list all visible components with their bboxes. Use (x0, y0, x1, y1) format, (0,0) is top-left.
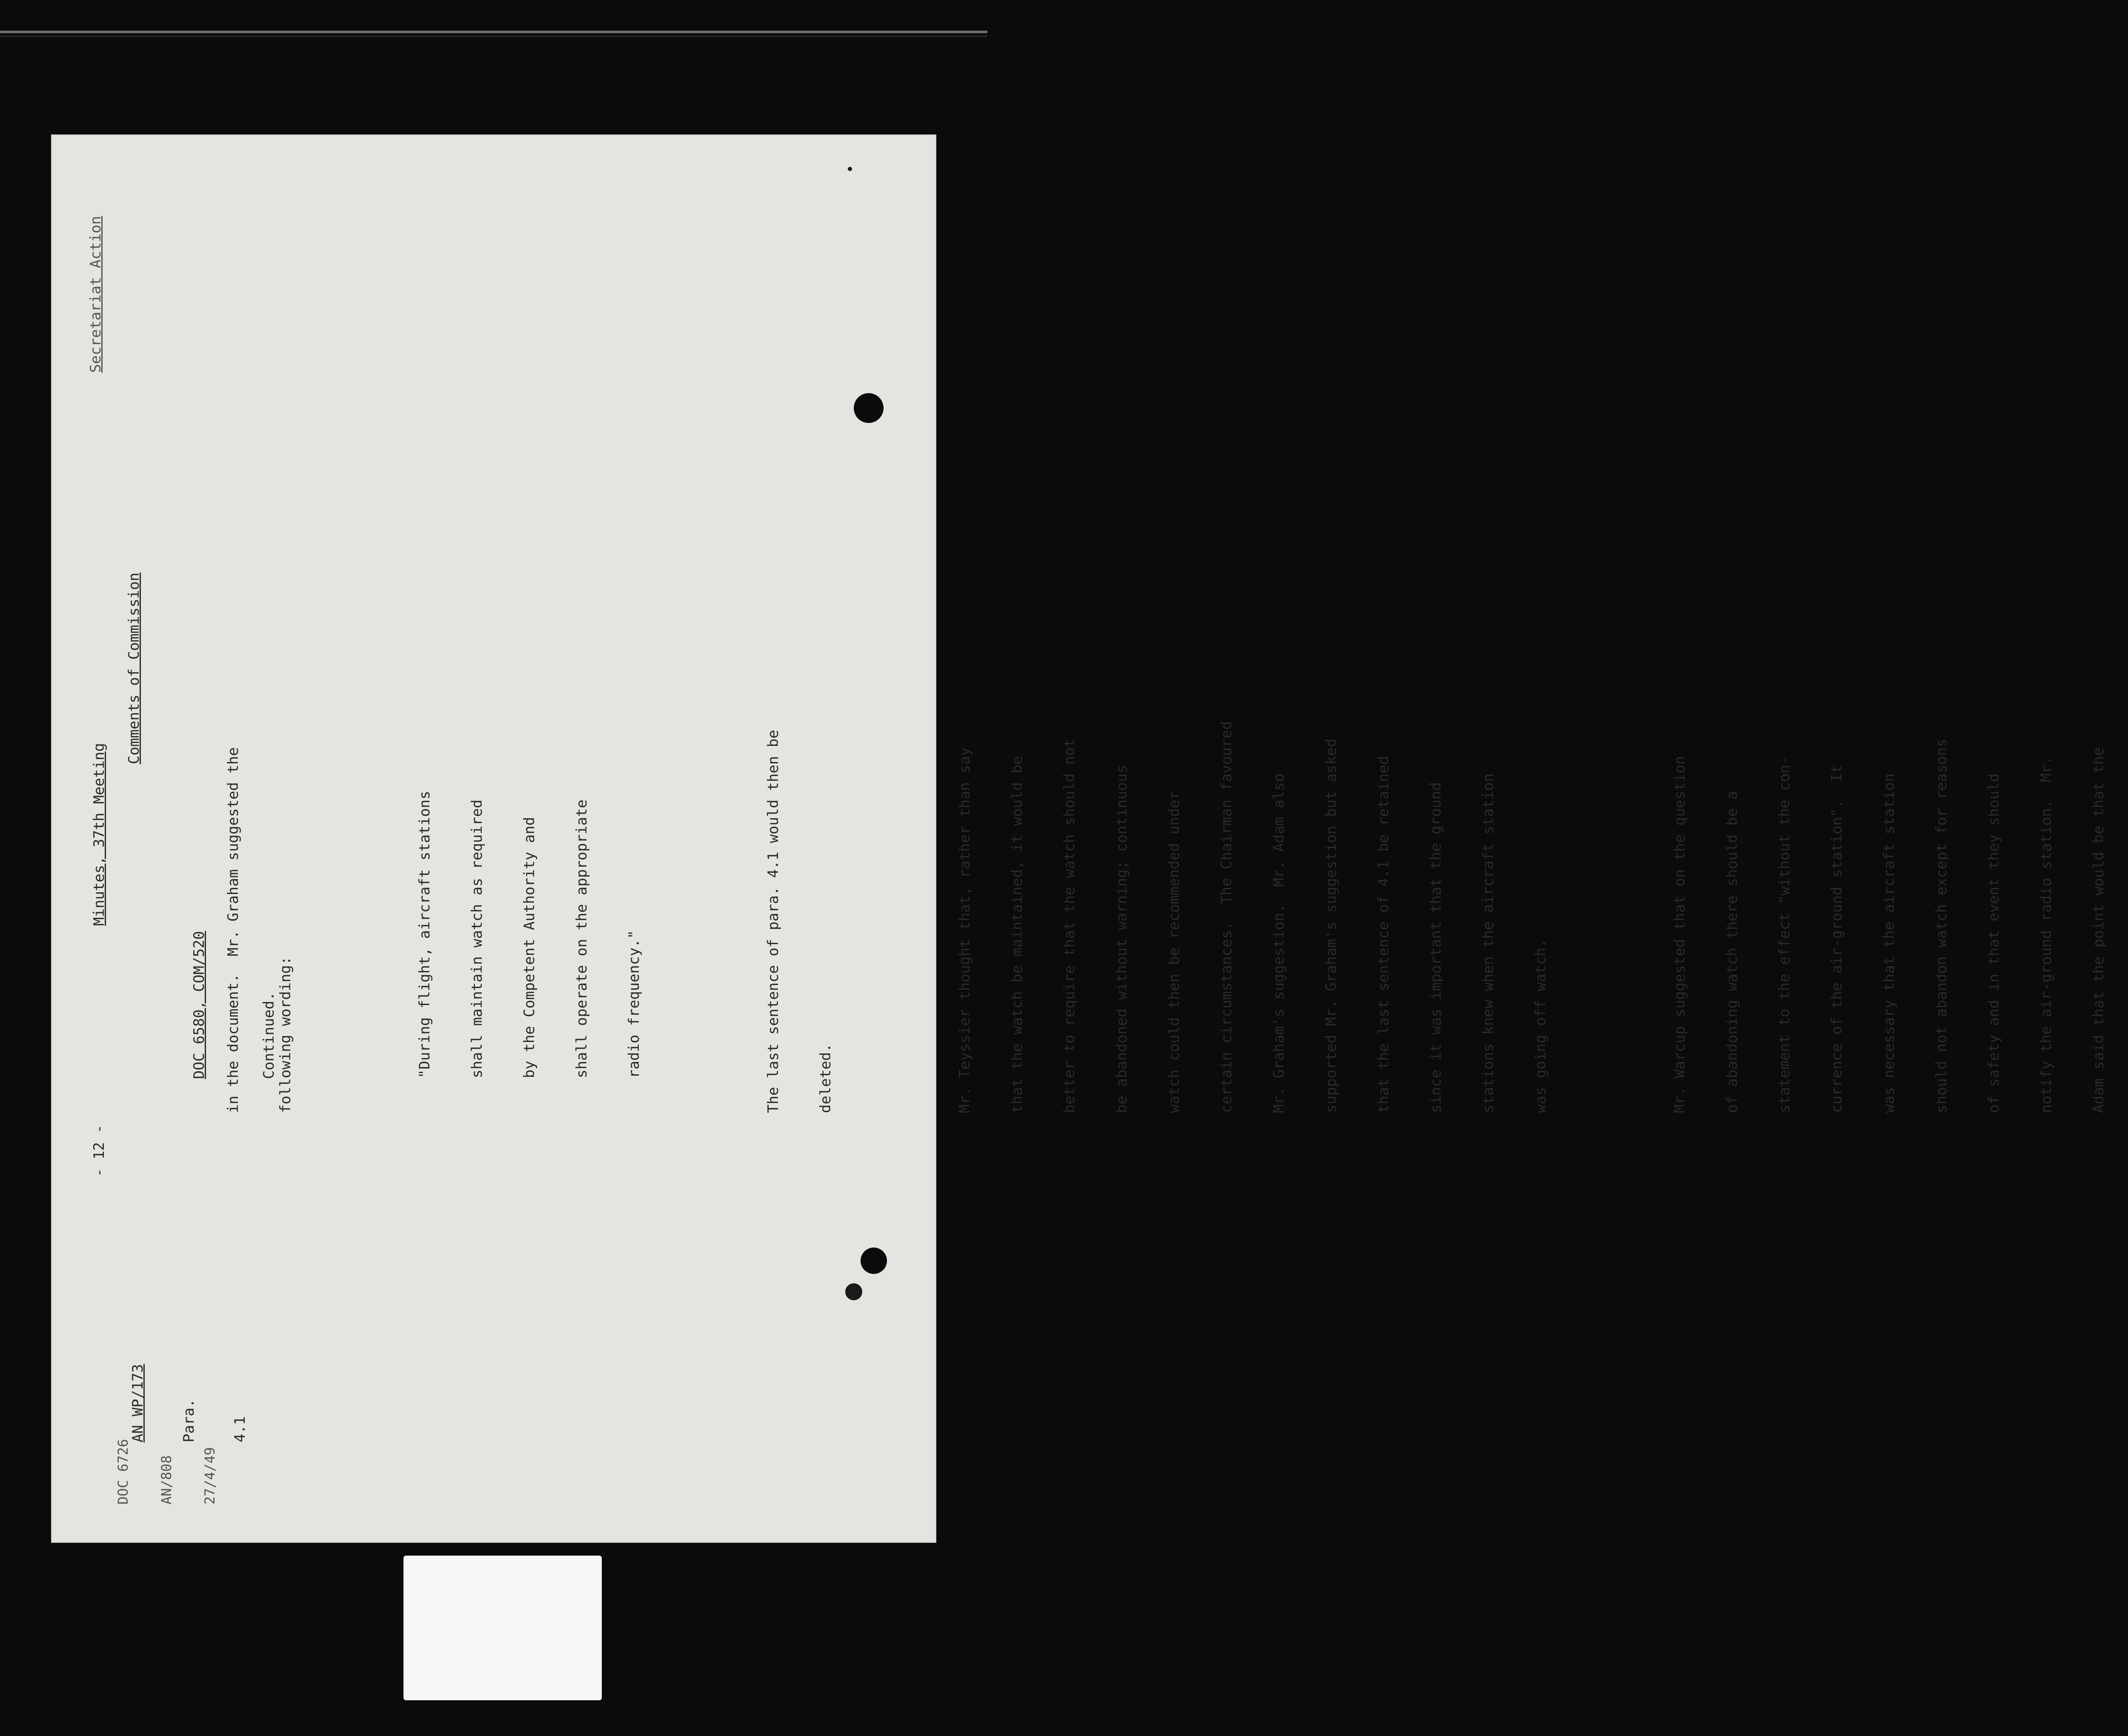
text-line: watch could then be recommended under (1166, 791, 1183, 1113)
text-line: in the document. Mr. Graham suggested the (225, 747, 242, 1113)
text-line: that the last sentence of 4.1 be retained (1375, 756, 1392, 1113)
text-line: Adam said that the point would be that the (2090, 747, 2107, 1113)
text-line: The last sentence of para. 4.1 would then be (765, 730, 782, 1113)
ink-blot (845, 1283, 862, 1300)
film-edge-rule-thin (0, 36, 987, 37)
paragraph-intro (190, 712, 329, 1113)
text-line: following wording: (277, 956, 294, 1113)
punch-hole (861, 1248, 887, 1274)
text-line: radio frequency." (626, 930, 643, 1078)
text-line: be abandoned without warning; continuous (1113, 765, 1130, 1113)
text-line: supported Mr. Graham's suggestion but asked (1323, 738, 1340, 1113)
text-line: Mr. Teyssier thought that, rather than say (956, 747, 973, 1113)
paragraph-last-sentence (730, 712, 870, 1113)
secretariat-action-heading: Secretariat Action (87, 216, 104, 373)
doc-com-ref: DOC 6580, COM/520 (191, 931, 208, 1079)
punch-hole (854, 393, 884, 423)
text-line: shall operate on the appropriate (573, 799, 590, 1078)
para-label: Para. (180, 1399, 197, 1442)
speck (848, 167, 852, 171)
paragraph-warcup (1636, 712, 2128, 1113)
film-edge-rule (0, 31, 987, 33)
comments-heading: Comments of Commission (126, 572, 143, 764)
comments-body (155, 712, 2128, 1113)
page-number: - 12 - (91, 1125, 108, 1177)
left-column (95, 1364, 283, 1442)
text-line: better to require that the watch should not (1061, 738, 1078, 1113)
paragraph-teyssier (921, 712, 1585, 1113)
doc-ref-line: DOC 6726 (115, 1439, 131, 1505)
text-line: of safety and in that event they should (1985, 773, 2002, 1113)
quoted-wording (381, 712, 678, 1078)
text-line: was necessary that the aircraft station (1881, 773, 1898, 1113)
text-line: currence of the air-ground station". It (1828, 765, 1845, 1113)
doc-ref-line: 27/4/49 (202, 1447, 218, 1505)
text-line: shall maintain watch as required (469, 799, 486, 1078)
text-line: certain circumstances. The Chairman favoured (1218, 721, 1235, 1113)
text-line: by the Competent Authority and (521, 817, 538, 1078)
doc-ref-line: AN/808 (158, 1455, 174, 1505)
text-line: stations knew when the aircraft station (1480, 773, 1497, 1113)
text-line: was going off watch. (1532, 939, 1549, 1113)
working-paper-ref: AN WP/173 (129, 1364, 146, 1442)
text-line: since it was important that the ground (1427, 782, 1444, 1113)
rotated-document-content (51, 134, 2107, 1543)
text-line: should not abandon watch except for reasons (1933, 738, 1950, 1113)
text-line: of abandoning watch there should be a (1724, 791, 1741, 1113)
text-line: notify the air-ground radio station. Mr. (2038, 756, 2055, 1113)
doc-reference-block (87, 1439, 246, 1505)
para-number: 4.1 (232, 1416, 249, 1442)
text-line: "During flight, aircraft stations (416, 791, 433, 1078)
text-line: deleted. (817, 1043, 834, 1113)
continued-label: Continued. (260, 992, 277, 1079)
text-line: statement to the effect "without the con- (1776, 756, 1793, 1113)
document-page (51, 134, 2107, 1543)
meeting-title: Minutes, 37th Meeting (91, 743, 108, 926)
text-line: that the watch be maintained, it would be (1009, 756, 1026, 1113)
blank-card (403, 1556, 602, 1700)
text-line: Mr. Warcup suggested that on the question (1671, 756, 1688, 1113)
text-line: Mr. Graham's suggestion. Mr. Adam also (1270, 773, 1287, 1113)
